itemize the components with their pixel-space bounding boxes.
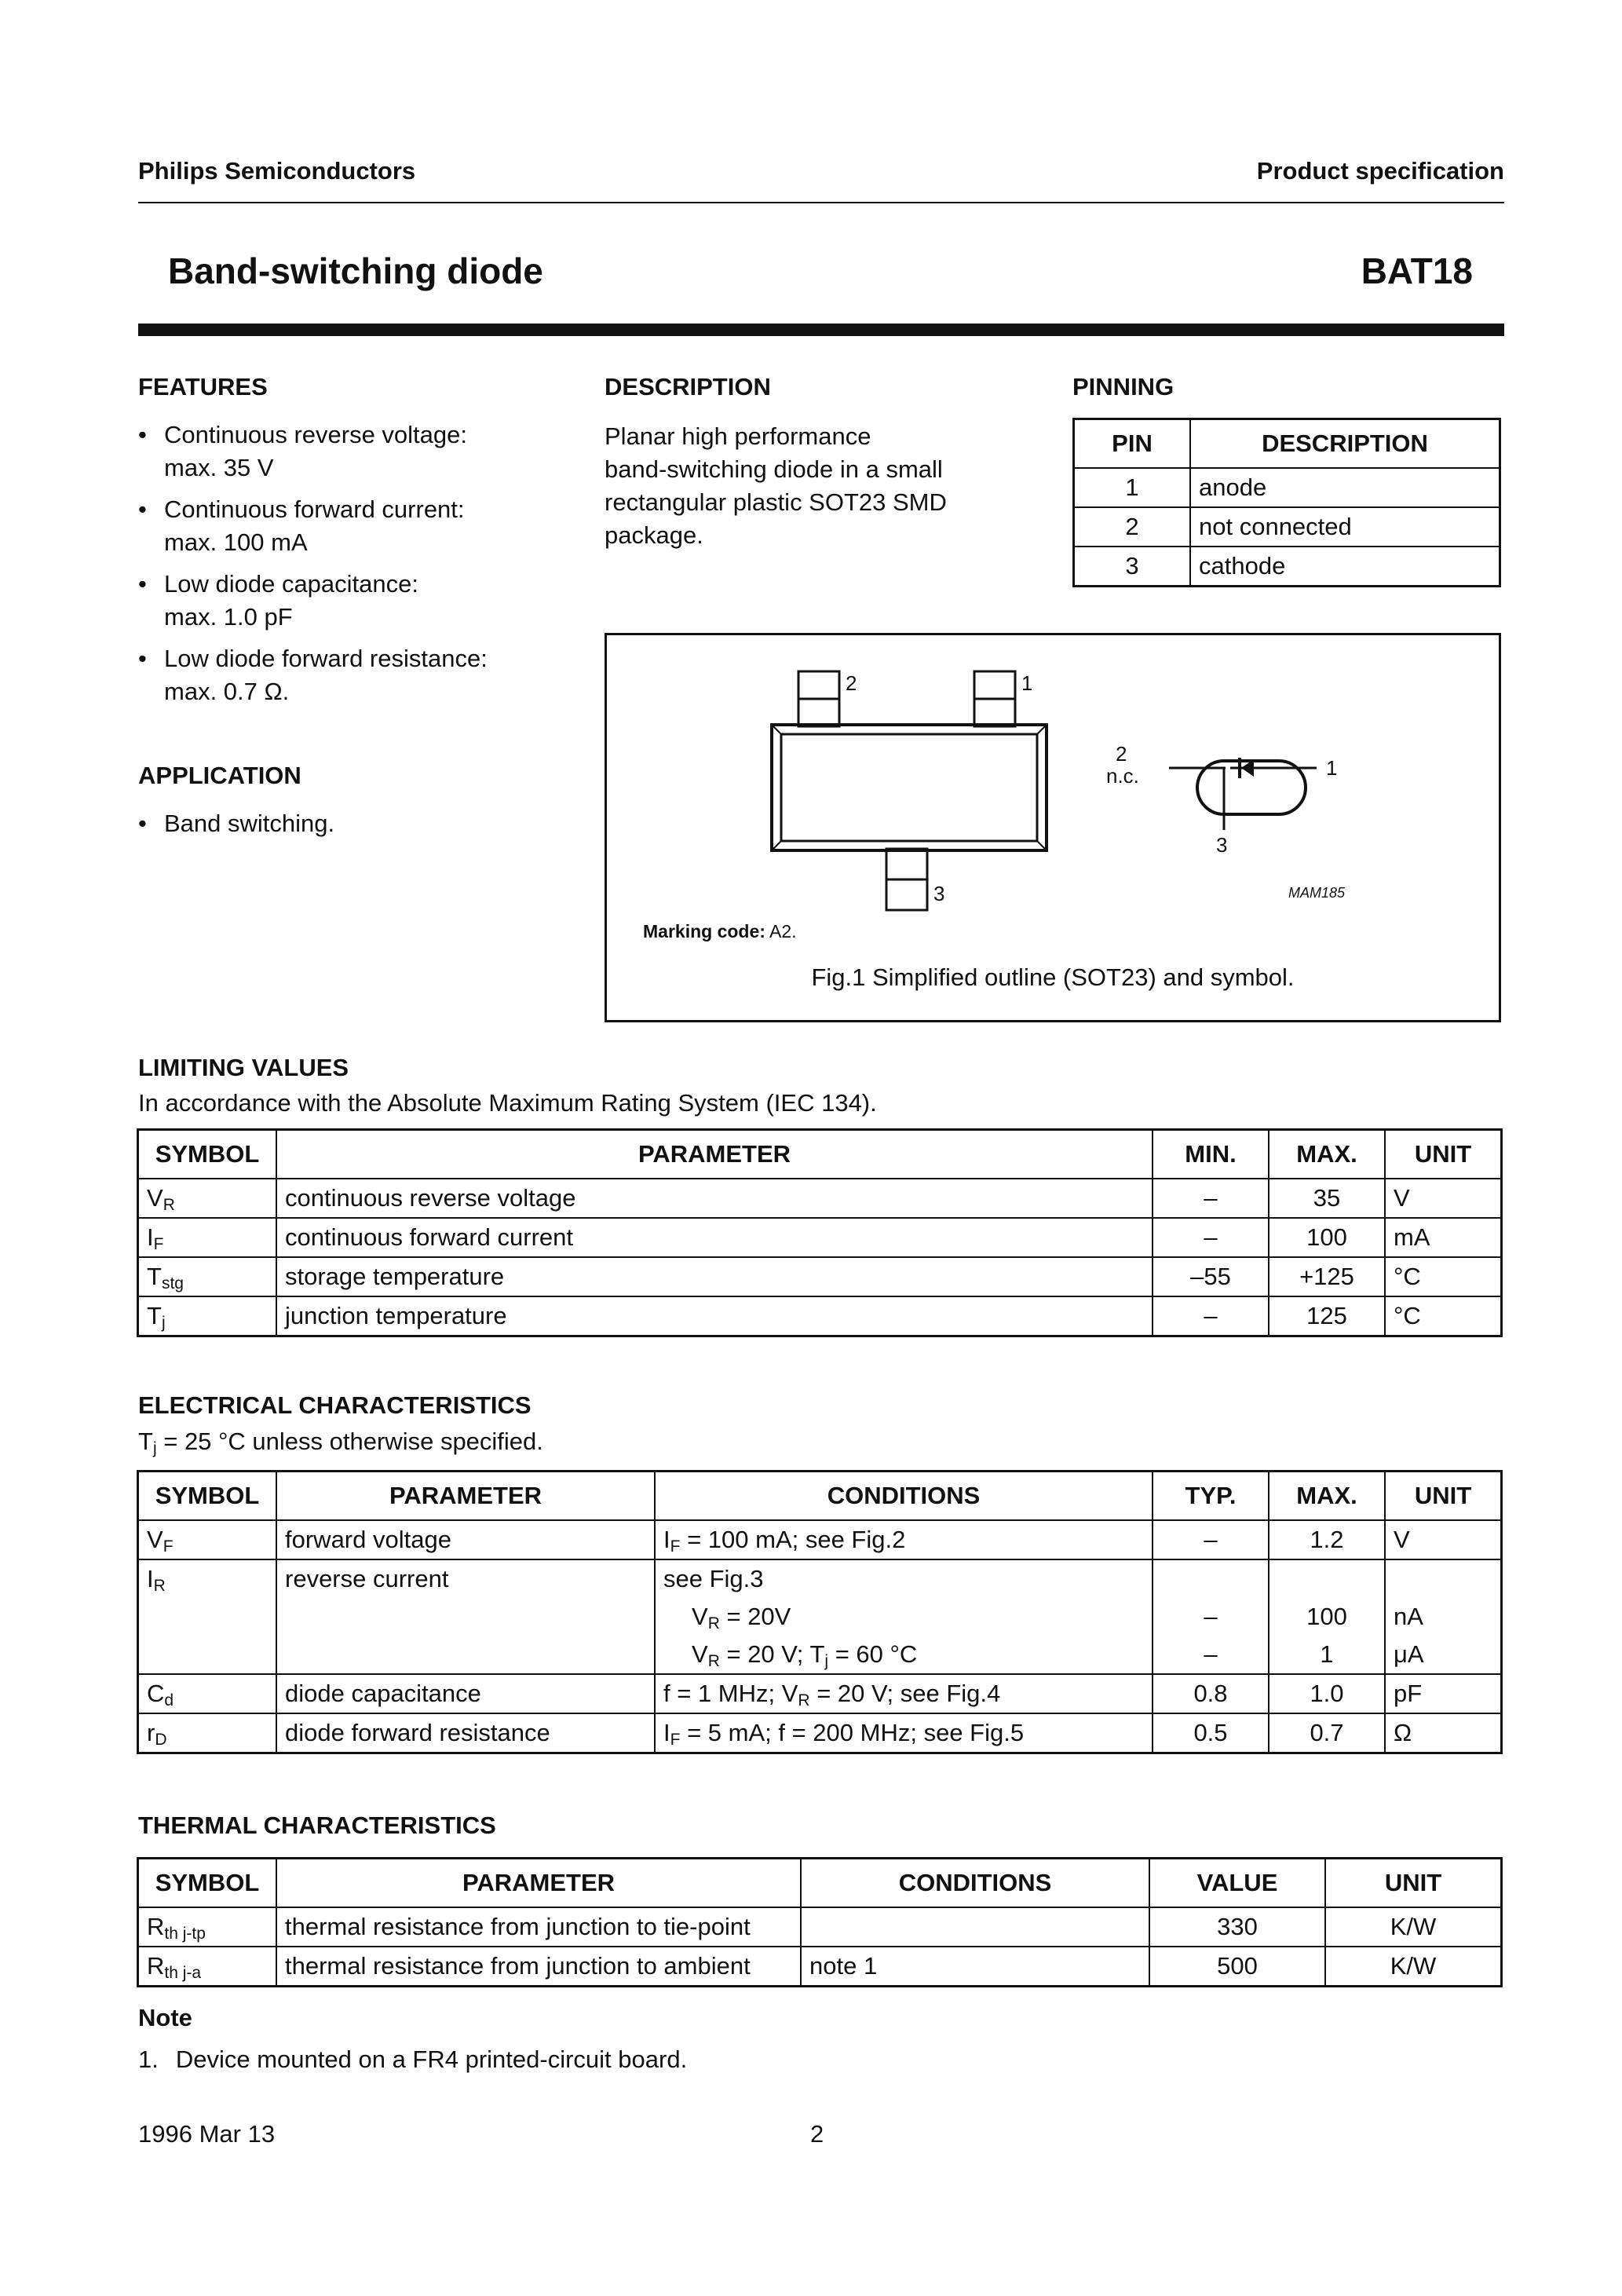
note-heading: Note [138,2004,192,2031]
pin-2-label: 2 [846,671,857,695]
features-heading: FEATURES [138,373,268,400]
table-row: $C_d$ diode capacitance f = 1 MHz; $V_R = 20$ V; see Fig.4 0.8 1.0 pF [138,1674,1502,1713]
symbol-nc-label: n.c. [1106,764,1139,788]
pin-3-label: 3 [933,882,945,905]
list-item: • Band switching. [138,810,335,837]
figure-box [605,633,1501,1022]
sot23-outline-figure [607,635,1499,1020]
column-header: CONDITIONS [801,1859,1149,1908]
column-header: PARAMETER [276,1130,1153,1179]
limiting-values-table [137,1128,1503,1337]
description-text: Planar high performance band-switching diode in a small rectangular plastic SOT23 SMD package. [605,422,947,549]
description-heading: DESCRIPTION [605,373,771,400]
document-type: Product specification [1256,157,1504,185]
note-text: 1. Device mounted on a FR4 printed-circuit board. [138,2046,688,2073]
column-header: PARAMETER [276,1472,655,1521]
title-rule [138,324,1504,336]
limiting-heading: LIMITING VALUES [138,1054,349,1081]
table-row: $r_D$ diode forward resistance $I_F = 5$ mA; f = 200 MHz; see Fig.5 0.5 0.7 Ω [138,1713,1502,1753]
list-item: • Low diode capacitance: max. 1.0 pF [138,570,419,631]
footer-date: 1996 Mar 13 [138,2120,276,2148]
list-item: • Low diode forward resistance: max. 0.7 Ω. [138,645,488,705]
list-item: • Continuous reverse voltage: max. 35 V [138,421,468,481]
column-header: MAX. [1269,1130,1385,1179]
table-row: $V_F$ forward voltage $I_F = 100$ mA; see Fig.2 – 1.2 V [138,1520,1502,1559]
figure-caption: Fig.1 Simplified outline (SOT23) and symbol. [811,963,1295,991]
table-row: $T_j$ junction temperature – 125 °C [138,1296,1502,1336]
figure-code: MAM185 [1288,885,1346,901]
table-row: $R_{th j-tp}$ thermal resistance from junction to tie-point 330 K/W [138,1907,1502,1947]
column-header: CONDITIONS [655,1472,1153,1521]
symbol-pin-2-label: 2 [1116,742,1127,766]
column-header: VALUE [1149,1859,1325,1908]
thermal-characteristics-table [137,1857,1503,1987]
electrical-characteristics-table [137,1470,1503,1754]
electrical-intro: $T_j = 25$ °C unless otherwise specified. [138,1428,543,1457]
column-header: UNIT [1385,1130,1502,1179]
page-number: 2 [810,2120,824,2148]
list-item: • Continuous forward current: max. 100 mA [138,495,465,556]
table-row: 2 not connected [1074,507,1500,547]
column-header: UNIT [1325,1859,1502,1908]
column-header: SYMBOL [138,1859,277,1908]
header-rule [138,202,1504,203]
thermal-heading: THERMAL CHARACTERISTICS [138,1812,496,1839]
table-row: $V_R$ continuous reverse voltage – 35 V [138,1179,1502,1218]
company-name: Philips Semiconductors [138,157,416,185]
marking-code: Marking code: A2. [643,921,797,941]
column-header: PARAMETER [276,1859,801,1908]
table-row: $I_R$ reverse current see Fig.3 [138,1559,1502,1598]
table-row: $R_{th j-a}$ thermal resistance from junction to ambient note 1 500 K/W [138,1947,1502,1987]
column-header: UNIT [1385,1472,1502,1521]
column-header: SYMBOL [138,1130,277,1179]
table-row: $T_{stg}$ storage temperature –55 +125 °C [138,1257,1502,1296]
limiting-intro: In accordance with the Absolute Maximum Rating System (IEC 134). [138,1089,877,1117]
application-list [138,807,562,849]
column-header: MAX. [1269,1472,1385,1521]
column-header: DESCRIPTION [1190,419,1500,469]
package-body [772,725,1047,850]
pin-1-label: 1 [1021,671,1033,695]
column-header: PIN [1074,419,1191,469]
page-title: Band-switching diode [168,250,543,291]
table-row: 3 cathode [1074,547,1500,587]
symbol-pin-1-label: 1 [1326,756,1338,780]
features-list [138,419,562,717]
application-heading: APPLICATION [138,762,301,789]
table-row: 1 anode [1074,468,1500,507]
part-number: BAT18 [1361,250,1473,291]
pinning-heading: PINNING [1072,373,1174,400]
table-row: $I_F$ continuous forward current – 100 mA [138,1218,1502,1257]
pinning-table [1072,418,1501,587]
electrical-heading: ELECTRICAL CHARACTERISTICS [138,1391,532,1419]
column-header: SYMBOL [138,1472,277,1521]
column-header: MIN. [1153,1130,1269,1179]
column-header: TYP. [1153,1472,1269,1521]
table-row: $V_R = 20V$ – 100 nA [138,1598,1502,1636]
symbol-pin-3-label: 3 [1216,833,1228,857]
table-row: $V_R = 20$ V; $T_j = 60$ °C – 1 μA [138,1636,1502,1674]
